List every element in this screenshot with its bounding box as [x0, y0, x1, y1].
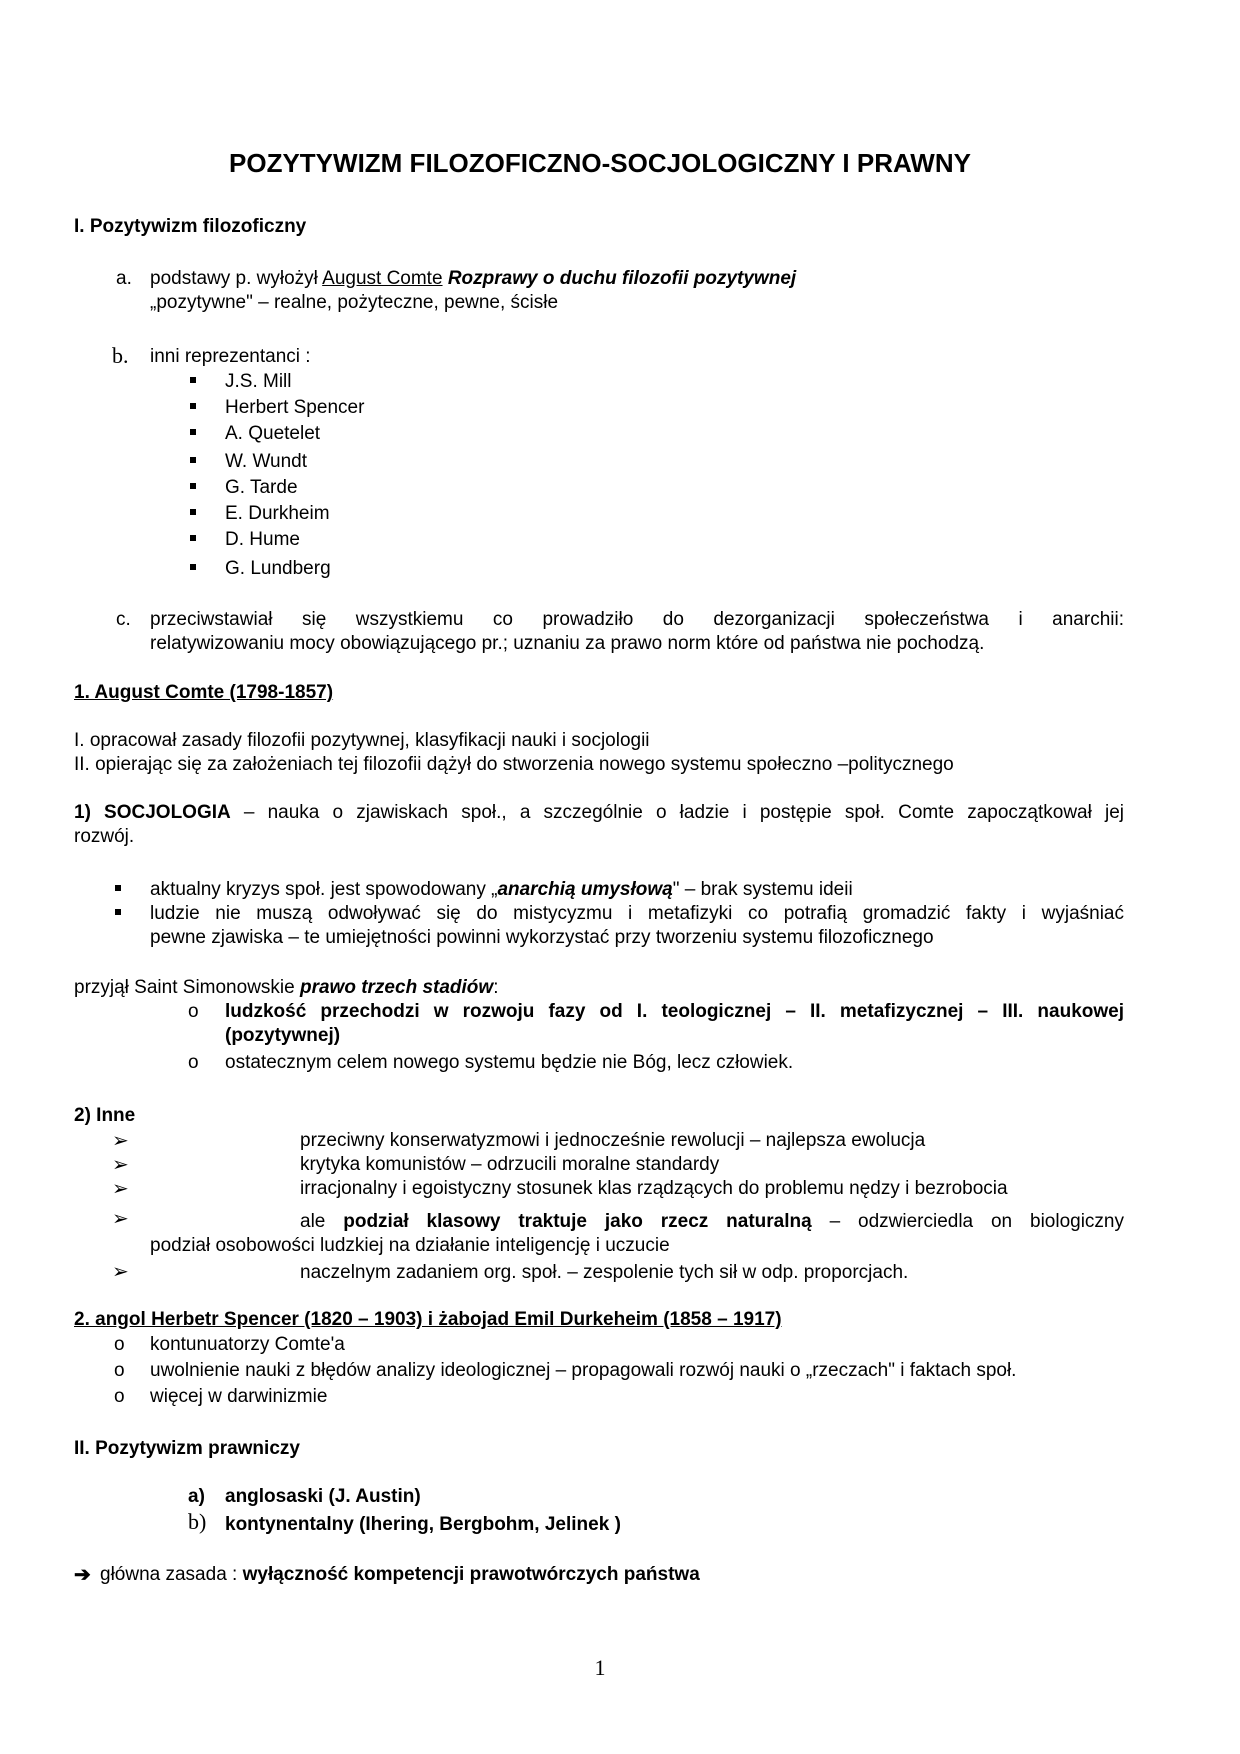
class-division-line1: [300, 1210, 1124, 1234]
list-marker-b: b): [188, 1509, 207, 1534]
other-item: krytyka komunistów – odrzucili moralne standardy: [300, 1154, 720, 1175]
class-division-bold: podział klasowy traktuje jako rzecz naturalną: [343, 1211, 812, 1232]
arrow-right-icon: ➔: [74, 1564, 91, 1586]
circle-bullet-icon: o: [114, 1334, 125, 1355]
arrowhead-right-icon: ➢: [112, 1261, 129, 1283]
main-principle-label: główna zasada :: [100, 1564, 243, 1585]
continental-item: kontynentalny (Ihering, Bergbohm, Jelinek ): [225, 1514, 621, 1535]
list-item: Herbert Spencer: [225, 397, 365, 418]
spencer-item: więcej w darwinizmie: [150, 1386, 328, 1407]
other-item: irracjonalny i egoistyczny stosunek klas rządzących do problemu nędzy i bezrobocia: [300, 1178, 1008, 1199]
sociology-definition-line1: [74, 801, 1124, 825]
arrowhead-right-icon: ➢: [112, 1130, 129, 1152]
list-item-c-line2: relatywizowaniu mocy obowiązującego pr.; uznaniu za prawo norm które od państwa nie pochodzą.: [150, 633, 985, 654]
square-bullet-icon: [190, 483, 196, 489]
list-item: A. Quetelet: [225, 423, 321, 444]
anglo-saxon-item: anglosaski (J. Austin): [225, 1486, 421, 1507]
list-item-c-line1: przeciwstawiał się wszystkiemu co prowadziło do dezorganizacji społeczeństwa i anarchii:: [150, 609, 1124, 630]
sociology-label: 1) SOCJOLOGIA: [74, 802, 231, 823]
circle-bullet-icon: o: [114, 1360, 125, 1381]
page-number: 1: [594, 1655, 606, 1680]
list-marker-c: c.: [116, 609, 131, 630]
author-link: August Comte: [322, 268, 443, 289]
class-division-line2: podział osobowości ludzkiej na działanie inteligencję i uczucie: [150, 1235, 670, 1256]
square-bullet-icon: [190, 535, 196, 541]
three-stages-colon: :: [493, 977, 499, 998]
list-marker-a: a.: [116, 268, 132, 289]
arrowhead-right-icon: ➢: [112, 1208, 129, 1230]
three-stages-text: przyjął Saint Simonowskie: [74, 977, 300, 998]
square-bullet-icon: [190, 377, 196, 383]
square-bullet-icon: [190, 564, 196, 570]
list-marker-b: b.: [112, 343, 129, 368]
section-heading-philosophical: I. Pozytywizm filozoficzny: [74, 216, 307, 237]
circle-bullet-icon: o: [188, 1052, 199, 1073]
stages-line1: ludzkość przechodzi w rozwoju fazy od I. teologicznej – II. metafizycznej – III. naukowej: [225, 1001, 1124, 1022]
crisis-text: aktualny kryzys społ. jest spowodowany „: [150, 879, 498, 900]
comte-point-1: I. opracował zasady filozofii pozytywnej, klasyfikacji nauki i socjologii: [74, 730, 650, 751]
three-stages-law: prawo trzech stadiów: [299, 977, 494, 998]
stages-goal: ostatecznym celem nowego systemu będzie nie Bóg, lecz człowiek.: [225, 1052, 794, 1073]
other-item: naczelnym zadaniem org. społ. – zespolenie tych sił w odp. proporcjach.: [300, 1262, 909, 1283]
list-item: G. Lundberg: [225, 558, 331, 579]
spencer-item: uwolnienie nauki z błędów analizy ideologicznej – propagowali rozwój nauki o „rzeczach" i faktach społ.: [150, 1360, 1017, 1381]
list-item: W. Wundt: [225, 451, 308, 472]
list-item-b: inni reprezentanci :: [150, 346, 311, 367]
crisis-emphasis: anarchią umysłową: [497, 879, 673, 900]
crisis-bullet: [150, 878, 853, 902]
facts-bullet-line1: ludzie nie muszą odwoływać się do mistycyzmu i metafizyki co potrafią gromadzić fakty i wyjaśniać: [150, 903, 1124, 924]
square-bullet-icon: [115, 885, 121, 891]
arrowhead-right-icon: ➢: [112, 1154, 129, 1176]
square-bullet-icon: [115, 909, 121, 915]
circle-bullet-icon: o: [188, 1001, 199, 1022]
square-bullet-icon: [190, 509, 196, 515]
crisis-text-end: " – brak systemu ideii: [672, 879, 853, 900]
section-heading-spencer: 2. angol Herbetr Spencer (1820 – 1903) i żabojad Emil Durkeheim (1858 – 1917): [74, 1309, 782, 1330]
sociology-definition-line2: rozwój.: [74, 826, 135, 847]
list-item: D. Hume: [225, 529, 300, 550]
list-item: G. Tarde: [225, 477, 298, 498]
list-item-a-text: podstawy p. wyłożył: [150, 268, 323, 289]
other-item: przeciwny konserwatyzmowi i jednocześnie rewolucji – najlepsza ewolucja: [300, 1130, 926, 1151]
arrowhead-right-icon: ➢: [112, 1178, 129, 1200]
sociology-text: – nauka o zjawiskach społ., a szczególnie o ładzie i postępie społ. Comte zapoczątkował jej: [243, 802, 1125, 823]
square-bullet-icon: [190, 429, 196, 435]
square-bullet-icon: [190, 457, 196, 463]
section-heading-legal: II. Pozytywizm prawniczy: [74, 1438, 300, 1459]
list-item: E. Durkheim: [225, 503, 330, 524]
list-marker-a: a): [188, 1486, 205, 1507]
positive-definition: „pozytywne" – realne, pożyteczne, pewne, ścisłe: [150, 292, 559, 313]
circle-bullet-icon: o: [114, 1386, 125, 1407]
list-item-a: [150, 267, 796, 291]
stages-line2: (pozytywnej): [225, 1025, 341, 1046]
main-principle-text: wyłączność kompetencji prawotwórczych państwa: [242, 1564, 700, 1585]
section-heading-comte: 1. August Comte (1798-1857): [74, 682, 334, 703]
three-stages-intro: [74, 976, 498, 1000]
main-principle: [100, 1563, 700, 1587]
list-item: J.S. Mill: [225, 371, 292, 392]
class-division-pre: ale: [300, 1211, 326, 1232]
section-heading-other: 2) Inne: [74, 1105, 136, 1126]
page-title: POZYTYWIZM FILOZOFICZNO-SOCJOLOGICZNY I PRAWNY: [229, 148, 971, 178]
class-division-post: – odzwierciedla on biologiczny: [829, 1211, 1124, 1232]
spencer-item: kontunuatorzy Comte'a: [150, 1334, 345, 1355]
comte-point-2: II. opierając się za założeniach tej filozofii dążył do stworzenia nowego systemu społeczno –politycznego: [74, 754, 954, 775]
work-title: Rozprawy o duchu filozofii pozytywnej: [447, 268, 797, 289]
square-bullet-icon: [190, 403, 196, 409]
facts-bullet-line2: pewne zjawiska – te umiejętności powinni wykorzystać przy tworzeniu systemu filozoficznego: [150, 927, 934, 948]
